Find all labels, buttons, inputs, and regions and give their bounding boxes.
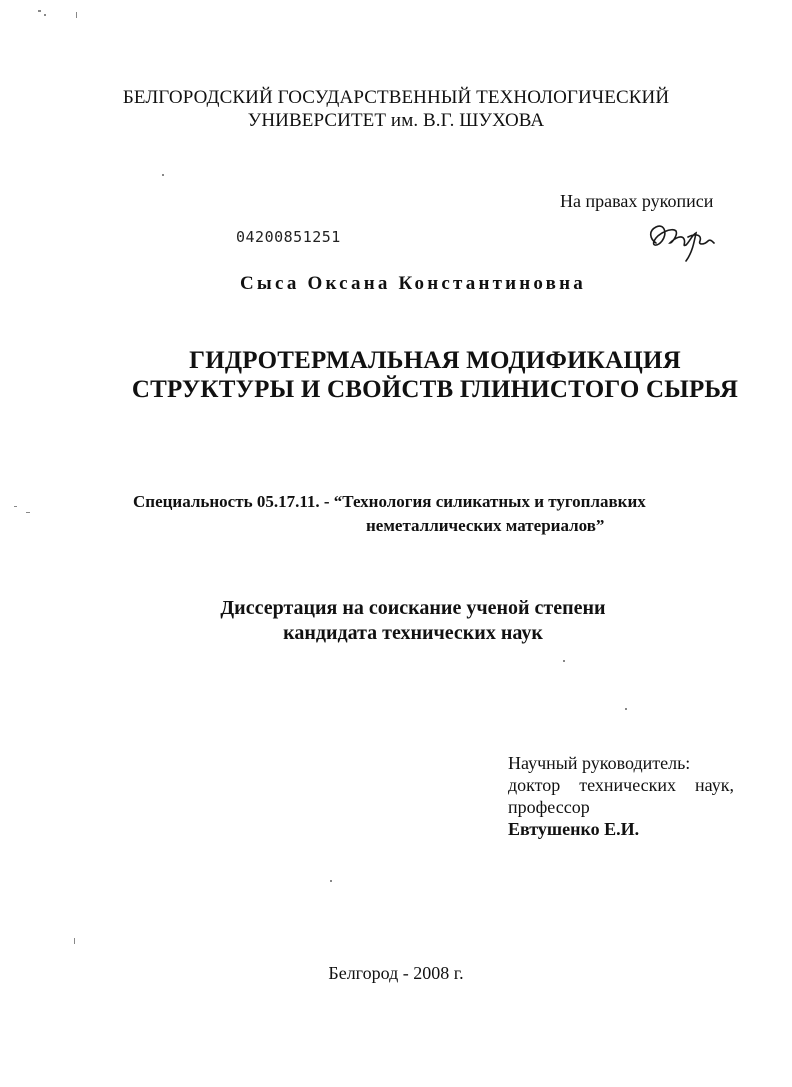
specialty-line-1: Специальность 05.17.11. - “Технология силикатных и тугоплавких [133, 492, 646, 511]
scan-speck [74, 938, 75, 944]
dissertation-line-1: Диссертация на соискание ученой степени [220, 597, 606, 619]
scan-speck [44, 14, 46, 16]
dissertation-line-2: кандидата технических наук [283, 622, 543, 644]
scan-speck [26, 512, 30, 513]
advisor-title: профессор [508, 797, 590, 817]
scan-speck [14, 506, 17, 507]
advisor-role: Научный руководитель: [508, 753, 691, 773]
scan-speck [563, 660, 565, 662]
scan-speck [162, 174, 164, 176]
university-line-2: УНИВЕРСИТЕТ им. В.Г. ШУХОВА [247, 110, 545, 131]
specialty-line-2: неметаллических материалов” [366, 516, 605, 535]
scan-speck [625, 708, 627, 710]
dissertation-degree [0, 596, 792, 646]
scan-speck [330, 880, 332, 882]
advisor-degree: доктор технических наук, [508, 775, 734, 795]
university-line-1: БЕЛГОРОДСКИЙ ГОСУДАРСТВЕННЫЙ ТЕХНОЛОГИЧЕСКИЙ [122, 87, 670, 108]
scan-speck [38, 10, 41, 12]
signature-image [642, 213, 722, 265]
city-year: Белгород - 2008 г. [328, 963, 464, 983]
university-name [0, 86, 792, 132]
scan-speck [76, 12, 77, 18]
thesis-title-line-1: ГИДРОТЕРМАЛЬНАЯ МОДИФИКАЦИЯ [189, 347, 681, 374]
advisor-name: Евтушенко Е.И. [508, 819, 640, 839]
document-code: 04200851251 [236, 228, 341, 246]
thesis-title [0, 346, 792, 404]
author-name: Сыса Оксана Константиновна [240, 273, 586, 294]
manuscript-note: На правах рукописи [560, 191, 714, 211]
thesis-title-line-2: СТРУКТУРЫ И СВОЙСТВ ГЛИНИСТОГО СЫРЬЯ [131, 376, 739, 403]
